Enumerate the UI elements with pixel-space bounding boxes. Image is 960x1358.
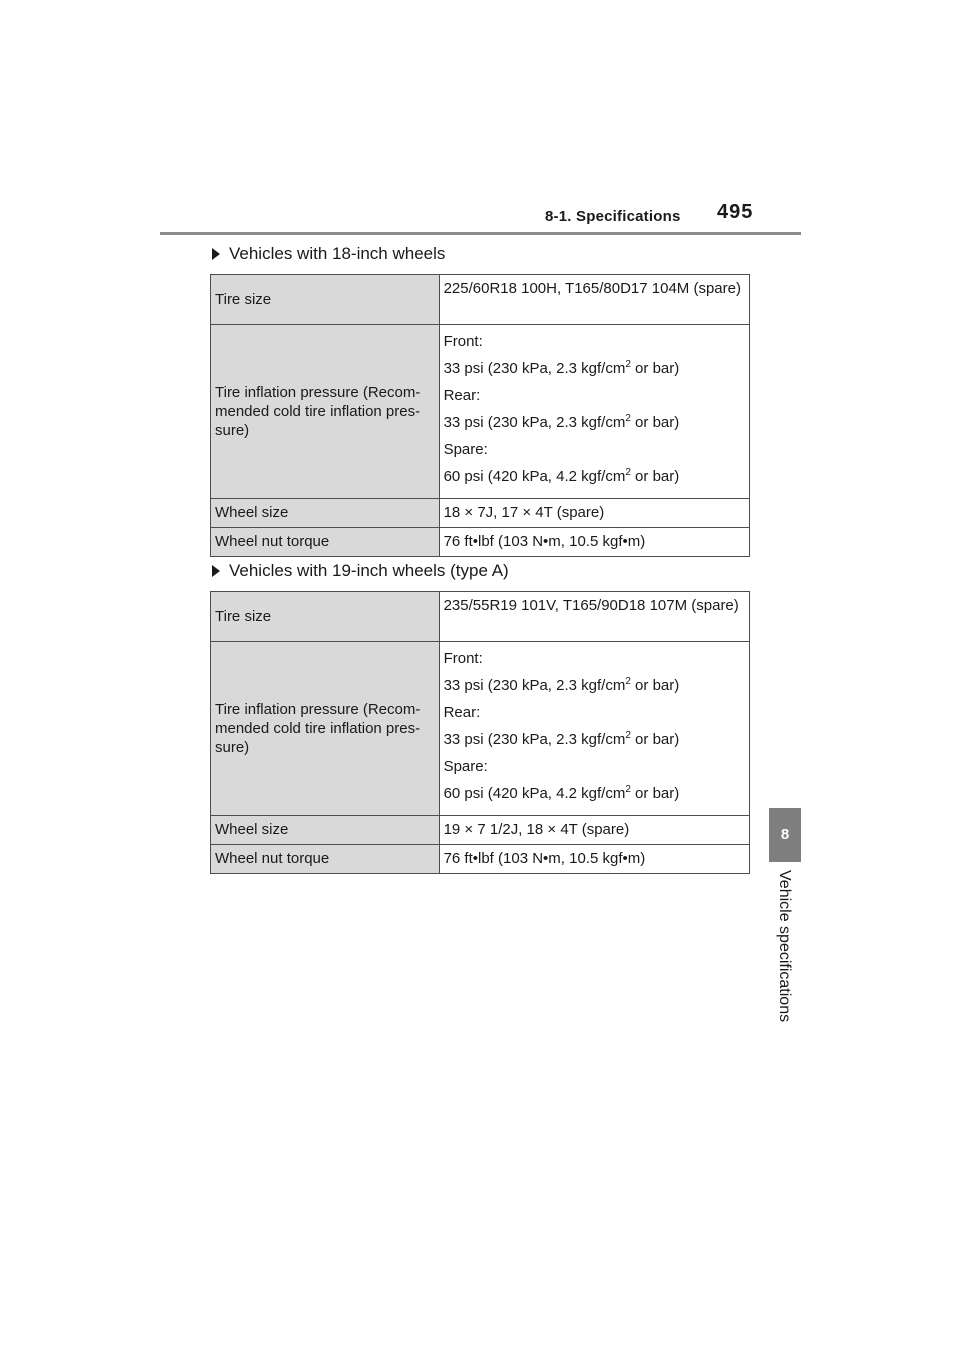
tire-size-label: Tire size xyxy=(211,275,440,325)
spec-table-18-inch xyxy=(210,274,750,557)
wheel-size-label: Wheel size xyxy=(211,816,440,845)
chapter-tab xyxy=(769,808,801,862)
section-title: 8-1. Specifications xyxy=(545,208,681,225)
spec-table-19-inch xyxy=(210,591,750,874)
tire-pressure-value xyxy=(439,325,749,499)
tire-size-value: 225/60R18 100H, T165/80D17 104M (spare) xyxy=(439,275,749,325)
triangle-bullet-icon xyxy=(212,565,220,577)
wheel-size-value: 19 × 7 1/2J, 18 × 4T (spare) xyxy=(439,816,749,845)
wheel-size-value: 18 × 7J, 17 × 4T (spare) xyxy=(439,499,749,528)
tire-size-value: 235/55R19 101V, T165/90D18 107M (spare) xyxy=(439,592,749,642)
spare-pressure: 60 psi (420 kPa, 4.2 kgf/$cm^2$ or bar) xyxy=(443,784,680,802)
rear-pressure: 33 psi (230 kPa, 2.3 kgf/$cm^2$ or bar) xyxy=(443,413,680,431)
page-header xyxy=(0,0,960,240)
variant-heading-text: Vehicles with 18-inch wheels xyxy=(229,244,446,263)
variant-heading-18-inch xyxy=(212,244,445,264)
tire-size-label: Tire size xyxy=(211,592,440,642)
table-row-wheel-size xyxy=(211,499,750,528)
front-pressure: 33 psi (230 kPa, 2.3 kgf/$cm^2$ or bar) xyxy=(443,676,680,694)
chapter-number: 8 xyxy=(780,826,790,843)
spare-label: Spare: xyxy=(443,441,488,458)
front-pressure: 33 psi (230 kPa, 2.3 kgf/$cm^2$ or bar) xyxy=(443,359,680,377)
front-label: Front: xyxy=(443,650,483,667)
front-label: Front: xyxy=(443,333,483,350)
page-number: 495 xyxy=(717,201,754,223)
tire-pressure-label: Tire inflation pressure (Recom-mended cold tire inflation pres-sure) xyxy=(211,325,440,499)
nut-torque-label: Wheel nut torque xyxy=(211,845,440,874)
wheel-size-label: Wheel size xyxy=(211,499,440,528)
chapter-label: Vehicle specifications xyxy=(776,870,793,1023)
spare-label: Spare: xyxy=(443,758,488,775)
table-row-tire-size xyxy=(211,275,750,325)
tire-pressure-label: Tire inflation pressure (Recom-mended cold tire inflation pres-sure) xyxy=(211,642,440,816)
table-row-nut-torque xyxy=(211,528,750,557)
table-row-tire-size xyxy=(211,592,750,642)
rear-label: Rear: xyxy=(443,704,481,721)
table-row-tire-pressure xyxy=(211,325,750,499)
variant-heading-19-inch xyxy=(212,561,509,581)
nut-torque-label: Wheel nut torque xyxy=(211,528,440,557)
nut-torque-value: 76 ft•lbf (103 N•m, 10.5 kgf•m) xyxy=(439,845,749,874)
table-row-wheel-size xyxy=(211,816,750,845)
nut-torque-value: 76 ft•lbf (103 N•m, 10.5 kgf•m) xyxy=(439,528,749,557)
variant-heading-text: Vehicles with 19-inch wheels (type A) xyxy=(229,561,509,580)
table-row-tire-pressure xyxy=(211,642,750,816)
table-row-nut-torque xyxy=(211,845,750,874)
tire-pressure-value xyxy=(439,642,749,816)
header-divider xyxy=(160,232,801,235)
rear-pressure: 33 psi (230 kPa, 2.3 kgf/$cm^2$ or bar) xyxy=(443,730,680,748)
rear-label: Rear: xyxy=(443,387,481,404)
triangle-bullet-icon xyxy=(212,248,220,260)
spare-pressure: 60 psi (420 kPa, 4.2 kgf/$cm^2$ or bar) xyxy=(443,467,680,485)
